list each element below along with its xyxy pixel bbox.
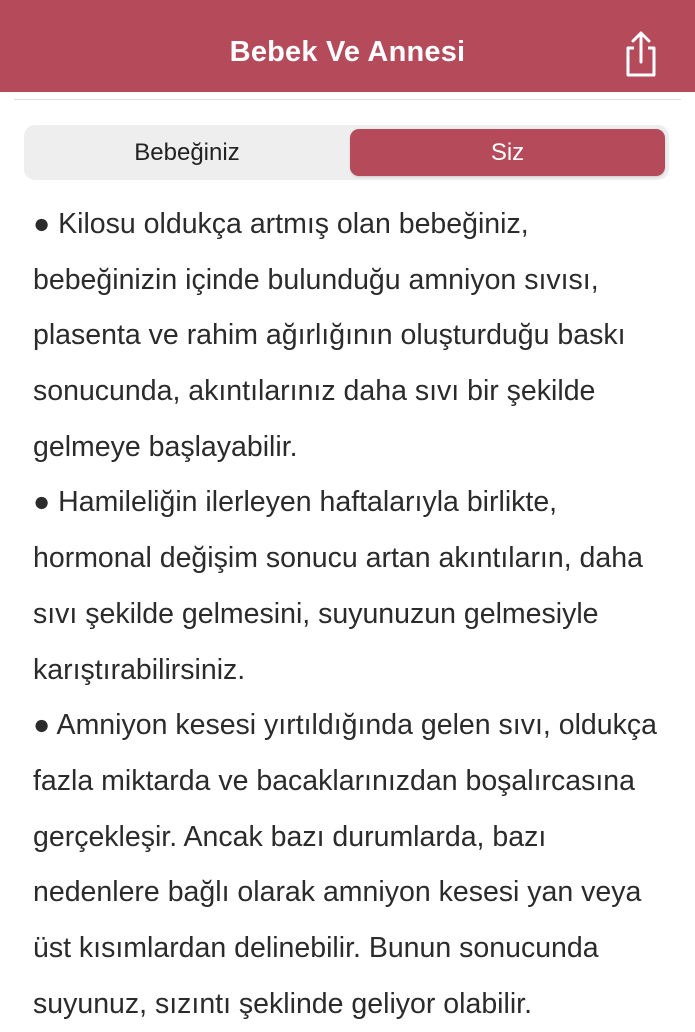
text-line: bebeğinizin içinde bulunduğu amniyon sıvısı, xyxy=(33,263,599,296)
text-line: sonucunda, akıntılarınız daha sıvı bir şekilde xyxy=(33,375,596,408)
share-icon xyxy=(616,28,666,80)
text-line: gerçekleşir. Ancak bazı durumlarda, bazı xyxy=(33,820,547,853)
text-line: üst kısımlardan delinebilir. Bunun sonucunda xyxy=(33,931,599,964)
segment-siz[interactable]: Siz xyxy=(350,129,665,176)
text-line: ● Amniyon kesesi yırtıldığında gelen sıvı, oldukça xyxy=(33,709,657,742)
navigation-bar xyxy=(0,0,695,92)
segmented-control xyxy=(24,125,669,180)
text-line: suyunuz, sızıntı şeklinde geliyor olabilir. xyxy=(33,987,533,1020)
text-line: sıvı şekilde gelmesini, suyunuzun gelmesiyle xyxy=(33,597,599,630)
text-line: ● Hamileliğin ilerleyen haftalarıyla birlikte, xyxy=(33,486,558,519)
text-line: karıştırabilirsiniz. xyxy=(33,653,246,686)
page-title: Bebek Ve Annesi xyxy=(229,36,466,68)
text-line: gelmeye başlayabilir. xyxy=(33,430,298,463)
share-button[interactable] xyxy=(616,28,666,80)
segment-bebeginiz[interactable]: Bebeğiniz xyxy=(134,138,240,166)
article-text xyxy=(33,197,683,1032)
text-line: nedenlere bağlı olarak amniyon kesesi yan veya xyxy=(33,876,642,909)
text-line: ● Kilosu oldukça artmış olan bebeğiniz, xyxy=(33,208,529,240)
header-divider xyxy=(14,99,681,100)
text-line: fazla miktarda ve bacaklarınızdan boşalırcasına xyxy=(33,764,635,797)
text-line: plasenta ve rahim ağırlığının oluşturduğu baskı xyxy=(33,319,626,352)
text-line: hormonal değişim sonucu artan akıntıların, daha xyxy=(33,542,643,575)
